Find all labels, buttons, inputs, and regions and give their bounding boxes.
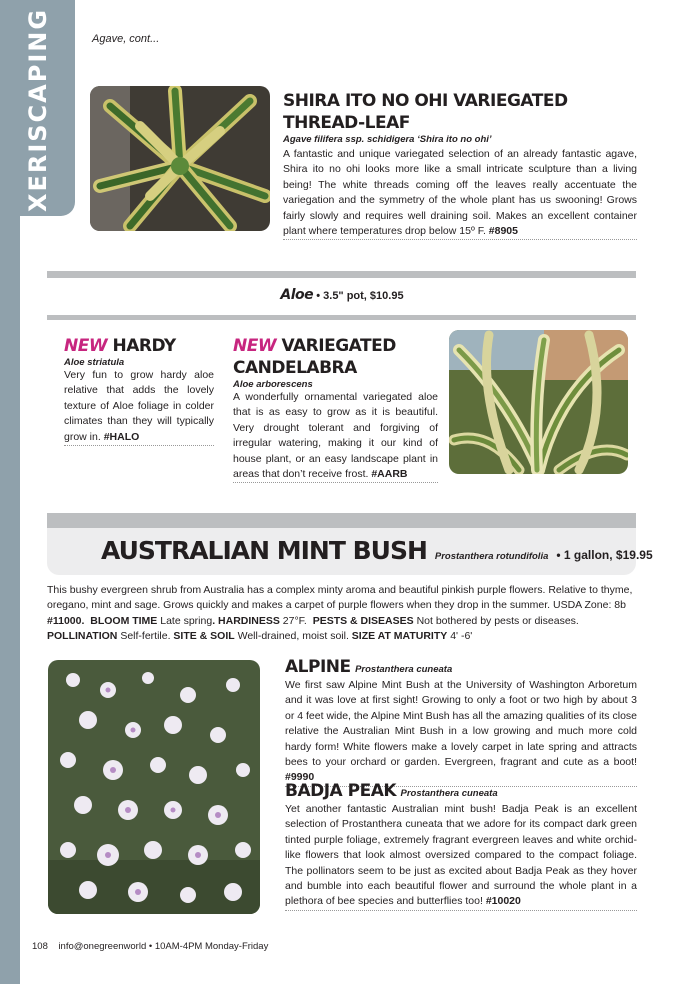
shira-scientific-name: Agave filifera ssp. schidigera ‘Shira ito no ohi’ [283, 134, 492, 145]
continued-label: Agave, cont... [92, 33, 160, 45]
mint-bush-scientific-name: Prostanthera rotundifolia [434, 551, 549, 562]
alpine-scientific-name: Prostanthera cuneata [355, 664, 453, 675]
alpine-title: ALPINE [285, 657, 351, 677]
agave-photo [90, 86, 270, 231]
mint-bush-price: • 1 gallon, $19.95 [556, 548, 653, 562]
badja-peak-entry [285, 780, 637, 911]
alpine-code: #9990 [285, 771, 315, 784]
footer-contact: info@onegreenworld • 10AM-4PM Monday-Friday [58, 941, 269, 952]
page-number: 108 [32, 941, 48, 952]
mint-bush-photo [48, 660, 260, 914]
mint-bush-title: AUSTRALIAN MINT BUSH [101, 536, 427, 565]
mint-bush-header [47, 513, 653, 575]
shira-title: SHIRA ITO NO OHI VARIEGATED THREAD-LEAF [283, 91, 568, 133]
aloe-header-title: Aloe [280, 287, 314, 303]
aloe-header-price: • 3.5" pot, $10.95 [316, 290, 404, 302]
badja-code: #10020 [485, 895, 521, 908]
mint-bush-code: #11000. [47, 614, 85, 627]
candelabra-scientific-name: Aloe arborescens [233, 379, 313, 390]
badja-description: Yet another fantastic Australian mint bush! Badja Peak is an excellent selection of Prostanthera cuneata that we adore for its compact dark green tinted purple foliage, extremely fragrant evergreen leaves and white orchid-like flowers that look almost oversized compared to the compact foliage. The pollinators seem to be just as excited about Badja Peak as they hover and bumble into each beautiful flower and surround the whole plant in a plethora of bee species and butterflies too! #10020 [285, 802, 637, 911]
section-tab [0, 0, 75, 216]
mint-bush-description: This bushy evergreen shrub from Australia has a complex minty aroma and beautiful pinkish purple flowers. Relative to thyme, oregano, mint and sage. Grows quickly and makes a carpet of purple flowers when they drop in the summer. USDA Zone: 8b #11000. BLOOM TIME Late spring. HARDINESS 27°F. PESTS & DISEASES Not bothered by pests or diseases. POLLINATION Self-fertile. SITE & SOIL Well-drained, moist soil. SIZE AT MATURITY 4' -6' [47, 584, 633, 643]
hardy-code: #HALO [103, 430, 140, 443]
candelabra-title: VARIEGATED CANDELABRA [233, 336, 396, 378]
hardy-aloe-entry [64, 335, 214, 446]
shira-ito-entry [283, 90, 637, 240]
aloe-header [0, 287, 684, 303]
shira-description: A fantastic and unique variegated selection of an already fantastic agave, Shira ito no ohi looks more like a small intricate sculpture than a living being! The white threads coming off the leaves really accentuate the variegation and the symmetry of the whole plant has us swooning! Grows fairly slowly and requires well draining soil. Makes an excellent container plant where temperatures drop below 15º F. #8905 [283, 147, 637, 240]
aloe-photo [449, 330, 628, 474]
hardy-new-label: NEW [64, 336, 108, 356]
page-footer [32, 941, 268, 952]
candelabra-new-label: NEW [233, 336, 277, 356]
badja-title: BADJA PEAK [285, 781, 397, 801]
aloe-band-bottom [47, 315, 636, 320]
candelabra-code: #AARB [371, 468, 408, 481]
alpine-description: We first saw Alpine Mint Bush at the University of Washington Arboretum and it was love at first sight! Growing to only a foot or two high by about 3 or 4 feet wide, the Alpine Mint Bush has all the amazing qualities of its close relative the Australian Mint Bush in a low growing and much more cold hardy form! White flowers make a lovely carpet in late spring and attracts bees to your orchard or garden. Evergreen, fragrant and cute as a boot! #9990 [285, 678, 637, 787]
aloe-band-top [47, 271, 636, 278]
badja-scientific-name: Prostanthera cuneata [400, 788, 498, 799]
candelabra-entry [233, 335, 438, 483]
hardy-title: HARDY [112, 336, 176, 356]
hardy-description: Very fun to grow hardy aloe relative that adds the lovely texture of Aloe foliage in colder climates than they will typically grow in. #HALO [64, 368, 214, 446]
section-tab-label: XERISCAPING [24, 7, 52, 213]
hardy-scientific-name: Aloe striatula [64, 357, 125, 368]
candelabra-description: A wonderfully ornamental variegated aloe that is as easy to grow as it is beautiful. Very drought tolerant and forgiving of irregular watering, making it our kind of house plant, or an easy landscape plant in areas that don’t receive frost. #AARB [233, 390, 438, 483]
alpine-entry [285, 656, 637, 787]
shira-code: #8905 [488, 225, 518, 238]
